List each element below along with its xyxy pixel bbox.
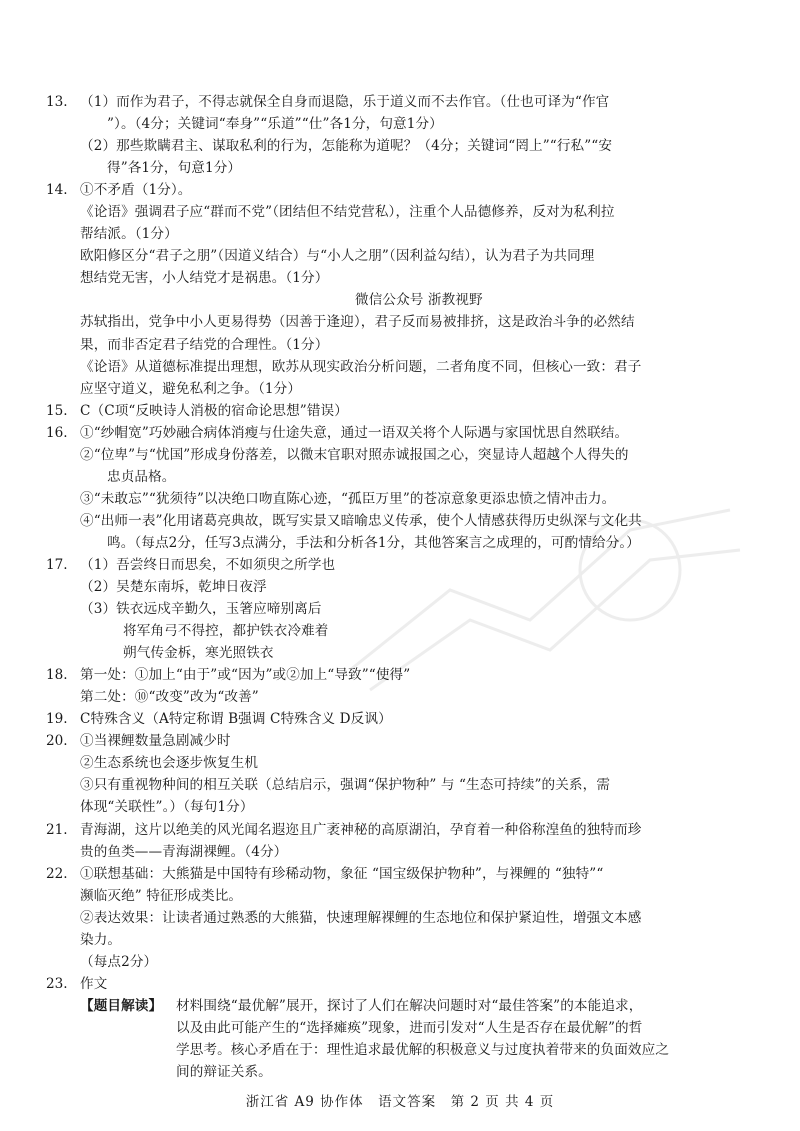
answer-line: ②“位卑”与“忧国”形成身份落差，以微末官职对照赤诚报国之心，突显诗人超越个人得失的 xyxy=(80,446,629,463)
question-number: 21. xyxy=(46,821,68,838)
answer-line: 染力。 xyxy=(80,931,122,948)
answer-line: 鸣。（每点2分，任写3点满分，手法和分析各1分，其他答案言之成理的，可酌情给分。） xyxy=(107,534,641,551)
answer-line: ①当裸鲤数量急剧减少时 xyxy=(80,733,231,750)
answer-line: 《论语》强调君子应“群而不党”（团结但不结党营私），注重个人品德修养，反对为私利拉 xyxy=(80,204,615,221)
answer-line: ③只有重视物种间的相互关联（总结启示，强调“保护物种” 与 “生态可持续”的关系，需 xyxy=(80,777,611,794)
answer-line: 贵的鱼类——青海湖裸鲤。（4分） xyxy=(80,843,288,860)
answer-line: 应坚守道义，避免私利之争。（1分） xyxy=(80,380,302,397)
answer-line: 得”各1分，句意1分） xyxy=(107,160,242,177)
answer-line: ②表达效果：让读者通过熟悉的大熊猫，快速理解裸鲤的生态地位和保护紧迫性，增强文本感 xyxy=(80,909,642,926)
question-number: 14. xyxy=(46,182,68,199)
answer-line: 欧阳修区分“君子之朋”（因道义结合）与“小人之朋”（因利益勾结），认为君子为共同理 xyxy=(80,248,595,265)
page-footer: 浙江省 A9 协作体 语文答案 第 2 页 共 4 页 xyxy=(245,1094,555,1111)
answer-line: （每点2分） xyxy=(80,953,158,970)
question-number: 22. xyxy=(46,865,68,882)
answer-line: 《论语》从道德标准提出理想，欧苏从现实政治分析问题，二者角度不同，但核心一致：君子 xyxy=(80,358,642,375)
answer-line: 作文 xyxy=(80,975,108,992)
answer-line: 体现“关联性”。）（每句1分） xyxy=(80,799,254,816)
answer-line: 想结党无害，小人结党才是祸患。（1分） xyxy=(80,270,329,287)
answer-line: ①联想基础：大熊猫是中国特有珍稀动物，象征 “国宝级保护物种”，与裸鲤的 “独特”“ xyxy=(80,865,604,882)
answer-line: 材料围绕“最优解”展开，探讨了人们在解决问题时对“最佳答案”的本能追求， xyxy=(176,997,643,1014)
answer-line: ③“未敢忘”“犹须待”以决绝口吻直陈心迹，“孤臣万里”的苍凉意象更添忠愤之情冲击力。 xyxy=(80,490,616,507)
answer-line: 第二处：⑩“改变”改为“改善” xyxy=(80,689,259,706)
question-number: 23. xyxy=(46,975,68,992)
answer-line: ①不矛盾（1分）。 xyxy=(80,182,192,199)
answer-line: （2）那些欺瞒君主、谋取私利的行为，怎能称为道呢？（4分；关键词“罔上”“行私”“安 xyxy=(80,138,613,155)
question-number: 17. xyxy=(46,556,68,573)
answer-line: 忠贞品格。 xyxy=(107,468,176,485)
answer-line: C（C项“反映诗人消极的宿命论思想”错误） xyxy=(80,402,348,419)
answer-line: 朔气传金柝，寒光照铁衣 xyxy=(123,645,274,662)
question-number: 20. xyxy=(46,733,68,750)
answer-line: 间的辩证关系。 xyxy=(176,1064,272,1081)
answer-line: 濒临灭绝” 特征形成类比。 xyxy=(80,887,243,904)
answer-line: C特殊含义（A特定称谓 B强调 C特殊含义 D反讽） xyxy=(80,711,392,728)
section-tag: 【题目解读】 xyxy=(80,997,163,1014)
answer-line: 青海湖，这片以绝美的风光闻名遐迩且广袤神秘的高原湖泊，孕育着一种俗称湟鱼的独特而珍 xyxy=(80,821,642,838)
answer-line: 将军角弓不得控，都护铁衣冷难着 xyxy=(123,623,329,640)
answer-line: ④“出师一表”化用诸葛亮典故，既写实景又暗喻忠义传承，使个人情感获得历史纵深与文化共 xyxy=(80,512,642,529)
answer-line: 学思考。核心矛盾在于：理性追求最优解的积极意义与过度执着带来的负面效应之 xyxy=(176,1042,669,1058)
answer-line: 第一处：①加上“由于”或“因为”或②加上“导致”“使得” xyxy=(80,667,411,684)
answer-line: 帮结派。（1分） xyxy=(80,226,178,243)
question-number: 16. xyxy=(46,424,68,441)
question-number: 13. xyxy=(46,94,68,110)
answer-line: （1）而作为君子，不得志就保全自身而退隐，乐于道义而不去作官。（仕也可译为“作官 xyxy=(80,94,610,110)
answer-line: （1）吾尝终日而思矣，不如须臾之所学也 xyxy=(80,556,336,573)
question-number: 18. xyxy=(46,667,68,684)
answer-line: （2）吴楚东南坼，乾坤日夜浮 xyxy=(80,579,267,596)
question-number: 19. xyxy=(46,711,68,728)
wechat-note: 微信公众号 浙教视野 xyxy=(355,292,483,309)
answer-line: （3）铁衣远戍辛勤久，玉箸应啼别离后 xyxy=(80,601,322,618)
answer-line: ①“纱帽宽”巧妙融合病体消瘦与仕途失意，通过一语双关将个人际遇与家国忧思自然联结。 xyxy=(80,424,629,441)
answer-line: ②生态系统也会逐步恢复生机 xyxy=(80,755,259,772)
answer-line: 以及由此可能产生的“选择瘫痪”现象，进而引发对“人生是否存在最优解”的哲 xyxy=(176,1019,643,1036)
answer-line: ”）。（4分；关键词“奉身”“乐道”“仕”各1分，句意1分） xyxy=(107,116,443,133)
answer-line: 果，而非否定君子结党的合理性。（1分） xyxy=(80,336,329,353)
answer-line: 苏轼指出，党争中小人更易得势（因善于逢迎），君子反而易被排挤，这是政治斗争的必然结 xyxy=(80,314,635,331)
question-number: 15. xyxy=(46,402,68,419)
